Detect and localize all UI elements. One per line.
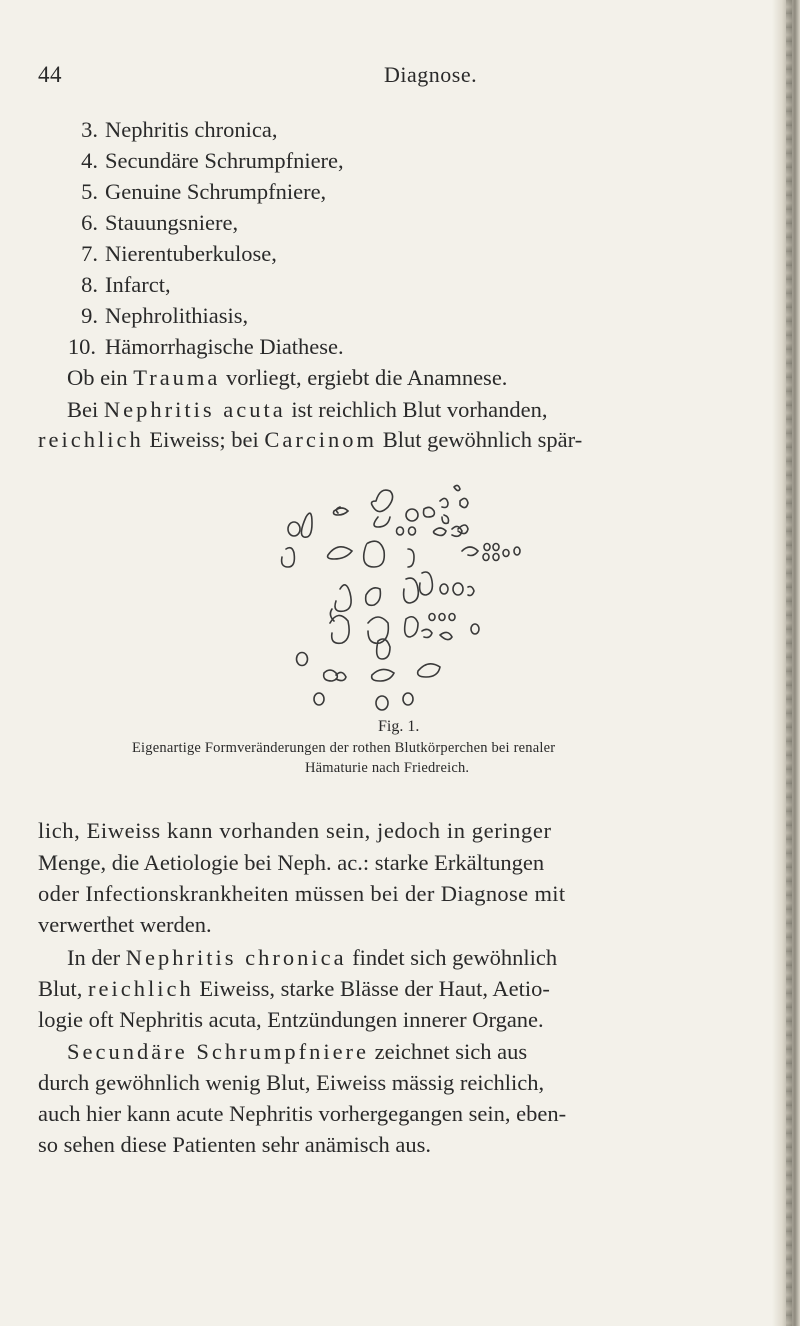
list-item-text: Nephrolithiasis, xyxy=(105,303,249,328)
page-edge-texture xyxy=(786,0,792,1326)
paragraph-chronica-line1 xyxy=(67,945,557,971)
blood-cell-shape xyxy=(282,548,295,567)
blood-cells-figure xyxy=(272,477,532,712)
paragraph-chronica-line2 xyxy=(38,976,550,1002)
page-number: 44 xyxy=(38,62,62,87)
emphasis-nephritis-chronica: Nephritis chronica xyxy=(125,945,347,970)
blood-cell-shape xyxy=(405,617,418,637)
blood-cell-shape xyxy=(409,527,416,535)
blood-cell-shape xyxy=(335,585,351,611)
blood-cell-shape xyxy=(366,588,381,605)
paragraph-continuation-line1: lich, Eiweiss kann vorhanden sein, jedoch in geringer xyxy=(38,818,552,843)
list-item-number: 6. xyxy=(81,210,98,235)
blood-cell-shape xyxy=(376,696,388,710)
paragraph-continuation-line4: verwerthet werden. xyxy=(38,912,212,937)
blood-cell-shape xyxy=(408,549,414,567)
blood-cell-shape xyxy=(374,517,390,527)
figure-caption-line1: Eigenartige Formveränderungen der rothen Blutkörperchen bei renaler xyxy=(132,740,556,756)
list-item-text: Nierentuberkulose, xyxy=(105,241,277,266)
text-run: Ob ein xyxy=(67,365,134,390)
blood-cell-shape xyxy=(372,490,393,511)
blood-cell-shape xyxy=(493,544,499,551)
emphasis-trauma: Trauma xyxy=(133,365,221,390)
list-item-text: Genuine Schrumpfniere, xyxy=(105,179,327,204)
blood-cell-shape xyxy=(372,669,394,681)
blood-cell-shape xyxy=(301,513,312,537)
paragraph-chronica-line3: logie oft Nephritis acuta, Entzündungen innerer Organe. xyxy=(38,1007,544,1032)
blood-cell-shape xyxy=(468,587,474,596)
blood-cell-shape xyxy=(514,547,520,555)
list-item-text: Hämorrhagische Diathese. xyxy=(105,334,344,359)
blood-cell-shape xyxy=(483,554,489,561)
blood-cell-shape xyxy=(424,507,435,517)
text-run: Eiweiss; bei xyxy=(143,427,265,452)
blood-cell-shape xyxy=(420,572,433,595)
paragraph-acuta-line2 xyxy=(38,427,582,453)
list-item-number: 8. xyxy=(81,272,98,297)
blood-cell-shape xyxy=(454,485,460,490)
blood-cell-shape xyxy=(493,554,499,561)
emphasis-nephritis-acuta: Nephritis acuta xyxy=(103,397,286,422)
figure-caption-line2: Hämaturie nach Friedreich. xyxy=(305,760,470,776)
blood-cell-shape xyxy=(418,664,440,677)
blood-cell-shape xyxy=(460,498,468,507)
paragraph-schrumpfniere-line4: so sehen diese Patienten sehr anämisch aus. xyxy=(38,1132,432,1157)
text-run: zeichnet sich aus xyxy=(369,1039,528,1064)
blood-cell-shape xyxy=(452,526,462,536)
text-run: Eiweiss, starke Blässe der Haut, Aetio- xyxy=(193,976,550,1001)
paragraph-schrumpfniere-line2: durch gewöhnlich wenig Blut, Eiweiss mässig reichlich, xyxy=(38,1070,545,1095)
blood-cell-shape xyxy=(439,614,445,621)
emphasis-reichlich: reichlich xyxy=(88,976,194,1001)
text-run: Blut gewöhnlich spär- xyxy=(377,427,583,452)
figure-label: Fig. 1. xyxy=(378,718,420,735)
text-run: In der xyxy=(67,945,126,970)
page-header xyxy=(38,62,758,92)
blood-cell-shape xyxy=(458,525,468,534)
blood-cell-shape xyxy=(406,509,418,521)
blood-cell-shape xyxy=(434,528,447,536)
list-item-text: Secundäre Schrumpfniere, xyxy=(105,148,344,173)
blood-cell-shape xyxy=(449,614,455,621)
blood-cell-shape xyxy=(440,498,449,523)
list-item-number: 9. xyxy=(81,303,98,328)
blood-cell-shape xyxy=(453,583,463,595)
paragraph-continuation-line3: oder Infectionskrankheiten müssen bei der Diagnose mit xyxy=(38,881,566,906)
emphasis-reichlich: reichlich xyxy=(38,427,144,452)
blood-cell-shape xyxy=(364,541,385,567)
blood-cell-shape xyxy=(397,527,404,535)
list-item-number: 10. xyxy=(67,334,96,359)
blood-cell-shape xyxy=(484,544,490,551)
list-item-text: Stauungsniere, xyxy=(105,210,239,235)
list-item-number: 3. xyxy=(81,117,98,142)
blood-cell-shape xyxy=(429,614,435,621)
paragraph-schrumpfniere-line3: auch hier kann acute Nephritis vorhergegangen sein, eben- xyxy=(38,1101,567,1126)
list-item-text: Infarct, xyxy=(105,272,171,297)
text-run: vorliegt, ergiebt die Anamnese. xyxy=(220,365,508,390)
blood-cell-shape xyxy=(471,624,479,634)
emphasis-secundaere-schrumpfniere: Secundäre Schrumpfniere xyxy=(67,1039,370,1064)
paragraph-schrumpfniere-line1 xyxy=(67,1039,527,1065)
text-run: findet sich gewöhnlich xyxy=(346,945,558,970)
blood-cell-shape xyxy=(503,550,509,557)
text-run: Bei xyxy=(67,397,104,422)
paragraph-trauma xyxy=(67,365,507,391)
emphasis-carcinom: Carcinom xyxy=(264,427,378,452)
blood-cell-shape xyxy=(334,507,349,515)
blood-cell-shape xyxy=(440,584,448,594)
paragraph-continuation-line2: Menge, die Aetiologie bei Neph. ac.: starke Erkältungen xyxy=(38,850,545,875)
blood-cell-shape xyxy=(440,632,452,639)
text-run: Blut, xyxy=(38,976,89,1001)
blood-cell-shape xyxy=(422,629,432,637)
list-item-number: 7. xyxy=(81,241,98,266)
list-item-text: Nephritis chronica, xyxy=(105,117,278,142)
blood-cell-shape xyxy=(462,547,478,556)
blood-cell-shape xyxy=(328,547,352,559)
blood-cell-shape xyxy=(288,522,300,536)
list-item-number: 5. xyxy=(81,179,98,204)
blood-cell-shape xyxy=(314,693,324,705)
blood-cell-shape xyxy=(404,578,419,603)
text-run: ist reichlich Blut vorhanden, xyxy=(285,397,548,422)
list-item-number: 4. xyxy=(81,148,98,173)
blood-cell-shape xyxy=(297,653,308,666)
blood-cell-shape xyxy=(403,693,413,705)
running-title: Diagnose. xyxy=(384,62,478,87)
paragraph-acuta-line1 xyxy=(67,397,548,423)
